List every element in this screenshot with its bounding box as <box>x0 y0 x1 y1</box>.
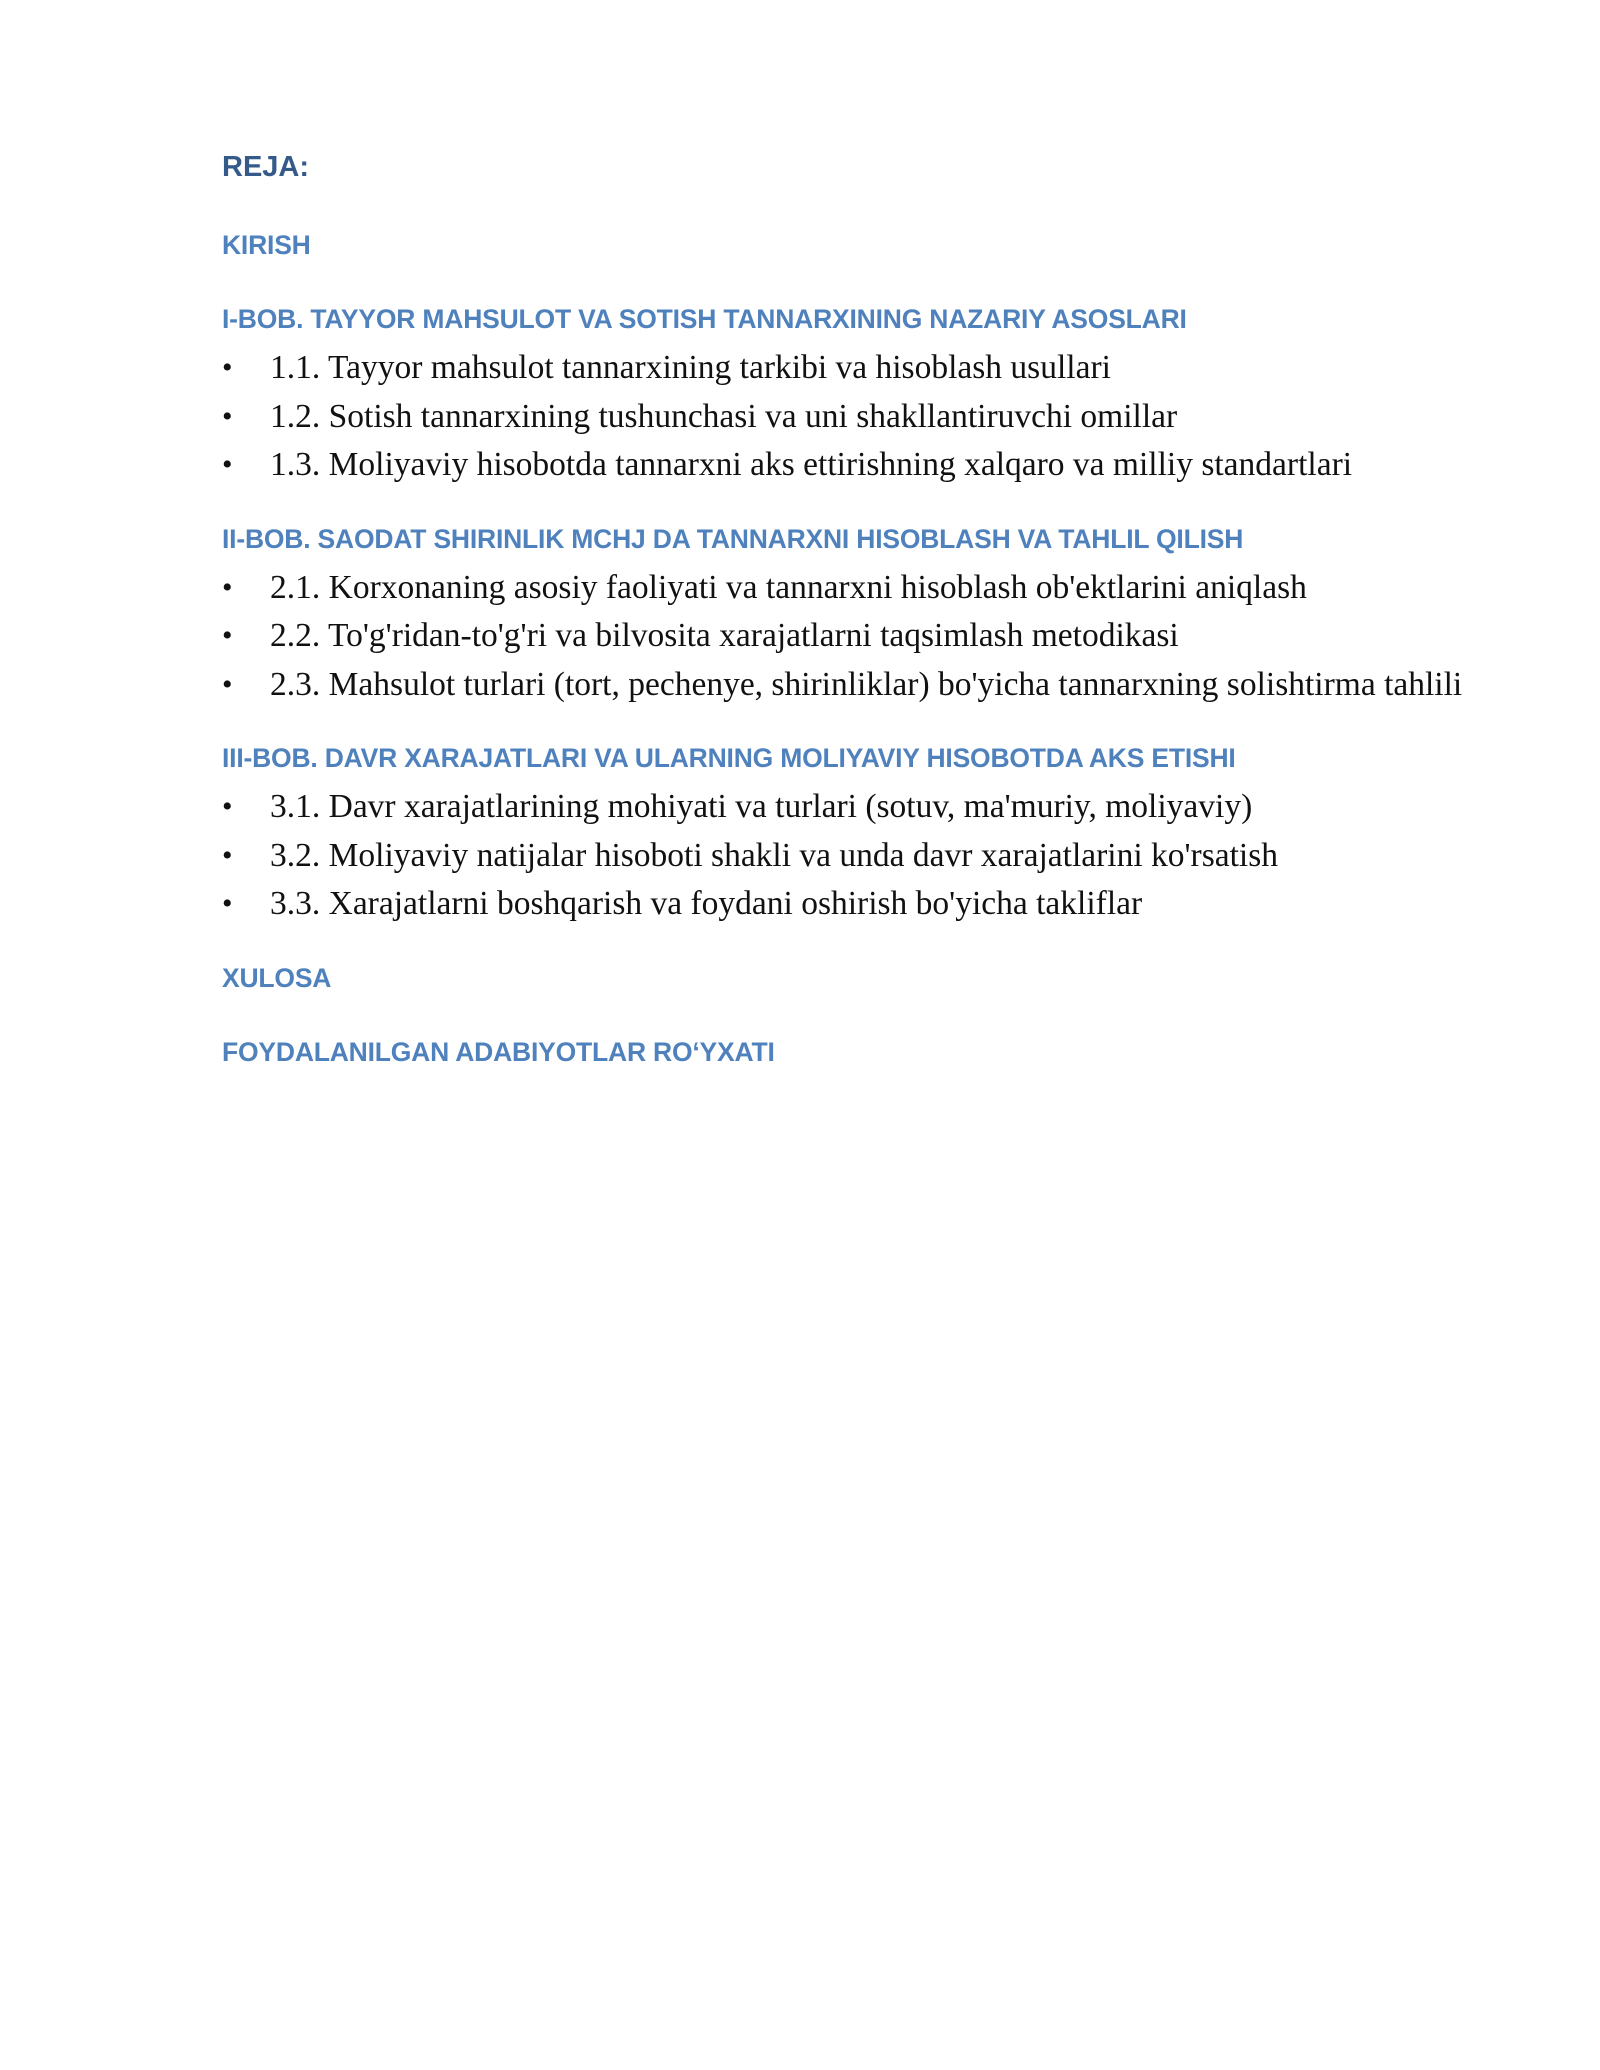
list-item <box>222 441 1482 490</box>
bullet-icon: • <box>222 667 233 701</box>
chapter-1 <box>222 300 1482 490</box>
document-page <box>222 148 1482 1107</box>
list-item-text: 3.1. Davr xarajatlarining mohiyati va turlari (sotuv, ma'muriy, moliyaviy) <box>270 788 1253 825</box>
bullet-icon: • <box>222 887 233 920</box>
chapter-1-list <box>222 344 1482 490</box>
list-item-text: 1.3. Moliyaviy hisobotda tannarxni aks ettirishning xalqaro va milliy standartlari <box>270 446 1353 483</box>
list-item-text: 2.1. Korxonaning asosiy faoliyati va tannarxni hisoblash ob'ektlarini aniqlash <box>270 568 1307 606</box>
chapter-3-list <box>222 783 1482 929</box>
list-item <box>222 564 1482 613</box>
chapter-2-list <box>222 564 1482 710</box>
list-item <box>222 612 1482 661</box>
bullet-icon: • <box>222 351 233 384</box>
list-item-text: 1.1. Tayyor mahsulot tannarxining tarkibi va hisoblash usullari <box>270 349 1111 386</box>
list-item <box>222 832 1482 881</box>
bullet-icon: • <box>222 570 233 604</box>
list-item-text: 3.2. Moliyaviy natijalar hisoboti shakli va unda davr xarajatlarini ko'rsatish <box>270 836 1279 874</box>
list-item <box>222 880 1482 929</box>
list-item <box>222 393 1482 442</box>
plan-title: REJA: <box>222 151 310 183</box>
list-item-text: 2.2. To'g'ridan-to'g'ri va bilvosita xarajatlarni taqsimlash metodikasi <box>270 617 1179 654</box>
chapter-3-heading: III-BOB. DAVR XARAJATLARI VA ULARNING MOLIYAVIY HISOBOTDA AKS ETISHI <box>222 743 1236 773</box>
list-item-text: 2.3. Mahsulot turlari (tort, pechenye, shirinliklar) bo'yicha tannarxning solishtirma tahlili <box>270 665 1463 703</box>
bullet-icon: • <box>222 838 233 872</box>
conclusion-heading: XULOSA <box>222 962 332 993</box>
bullet-icon: • <box>222 790 233 823</box>
references-heading: FOYDALANILGAN ADABIYOTLAR RO‘YXATI <box>222 1036 775 1067</box>
intro-heading: KIRISH <box>222 230 311 260</box>
bullet-icon: • <box>222 448 233 481</box>
chapter-2 <box>222 520 1482 710</box>
bullet-icon: • <box>222 619 233 652</box>
list-item <box>222 661 1482 710</box>
list-item-text: 3.3. Xarajatlarni boshqarish va foydani oshirish bo'yicha takliflar <box>270 885 1143 922</box>
list-item <box>222 783 1482 832</box>
chapter-2-heading: II-BOB. SAODAT SHIRINLIK MCHJ DA TANNARXNI HISOBLASH VA TAHLIL QILISH <box>222 523 1244 554</box>
list-item <box>222 344 1482 393</box>
list-item-text: 1.2. Sotish tannarxining tushunchasi va uni shakllantiruvchi omillar <box>270 397 1178 435</box>
bullet-icon: • <box>222 399 233 433</box>
chapter-3 <box>222 739 1482 929</box>
chapter-1-heading: I-BOB. TAYYOR MAHSULOT VA SOTISH TANNARXINING NAZARIY ASOSLARI <box>222 304 1187 334</box>
